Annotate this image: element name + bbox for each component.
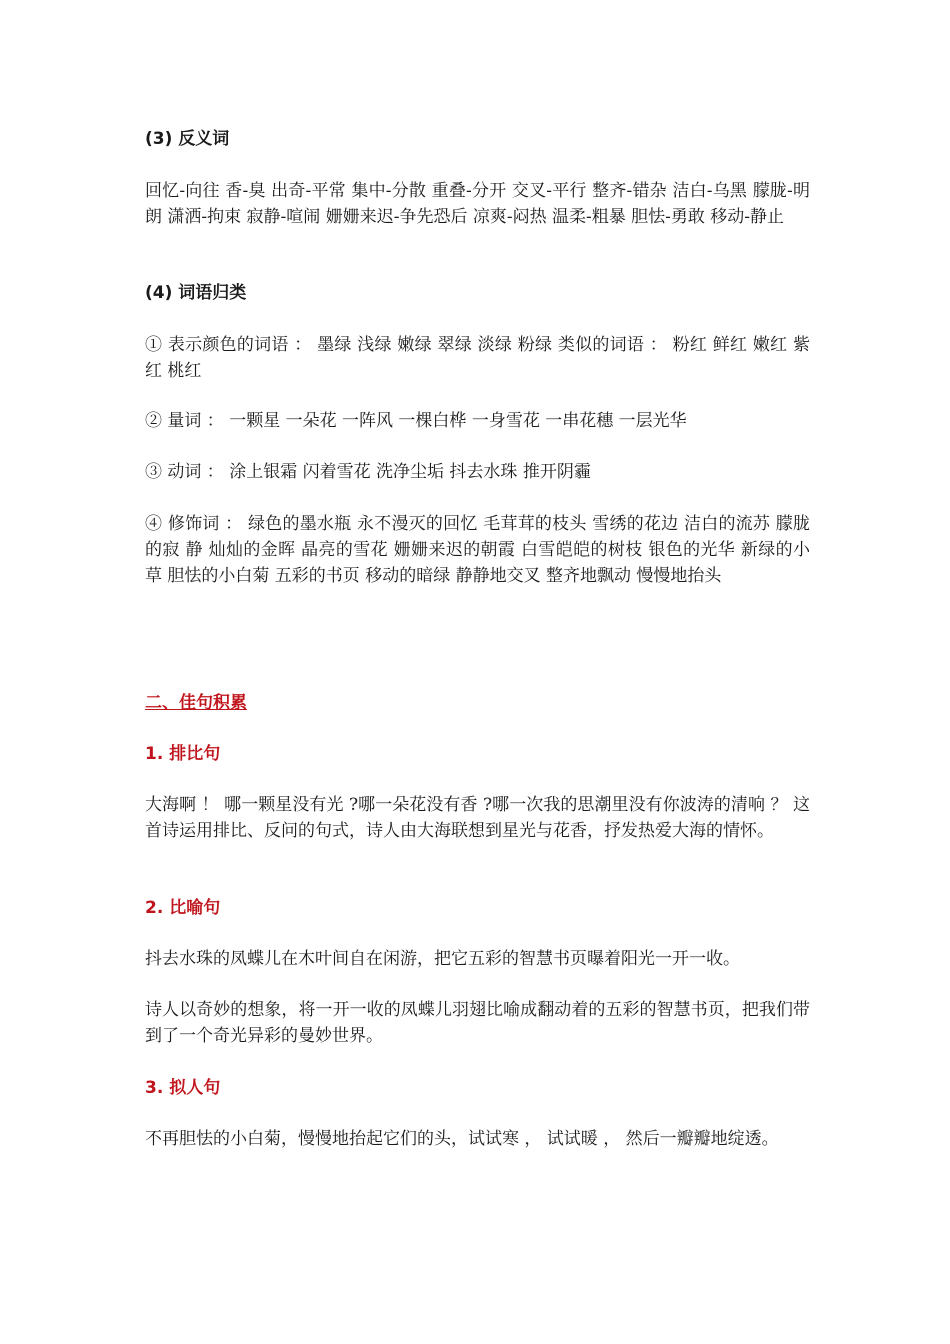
personification-paragraph: 不再胆怯的小白菊，慢慢地抬起它们的头，试试寒 ， 试试暖 ， 然后一瓣瓣地绽透。 [145, 1129, 779, 1149]
verbs-paragraph: ③ 动词 ： 涂上银霜 闪着雪花 洗净尘垢 抖去水珠 推开阴霾 [145, 462, 591, 482]
section-heading-word-classification: (4) 词语归类 [145, 283, 247, 303]
subheading-metaphor: 2. 比喻句 [145, 898, 221, 918]
metaphor-sentence: 抖去水珠的凤蝶儿在木叶间自在闲游，把它五彩的智慧书页曝着阳光一开一收。 [145, 949, 740, 969]
subheading-personification: 3. 拟人句 [145, 1078, 221, 1098]
section-heading-antonyms: (3) 反义词 [145, 129, 230, 149]
modifiers-paragraph: ④ 修饰词 ： 绿色的墨水瓶 永不漫灭的回忆 毛茸茸的枝头 雪绣的花边 洁白的流苏 朦胧的寂 静 灿灿的金晖 晶亮的雪花 姗姗来迟的朝霞 白雪皑皑的树枝 银色的光华 新绿的小草 胆怯的小白菊 五彩的书页 移动的暗绿 静静地交叉 整齐地飘动 慢慢地抬头 [145, 514, 810, 586]
subheading-parallelism: 1. 排比句 [145, 744, 221, 764]
parallelism-paragraph: 大海啊 ！ 哪一颗星没有光 ?哪一朵花没有香 ?哪一次我的思潮里没有你波涛的清响 ？ 这首诗运用排比、反问的句式，诗人由大海联想到星光与花香，抒发热爱大海的情怀。 [145, 795, 810, 841]
part-heading-good-sentences: 二、佳句积累 [145, 693, 247, 713]
antonyms-paragraph: 回忆-向往 香-臭 出奇-平常 集中-分散 重叠-分开 交叉-平行 整齐-错杂 洁白-乌黑 朦胧-明朗 潇洒-拘束 寂静-喧闹 姗姗来迟-争先恐后 凉爽-闷热 温柔-粗暴 胆怯-勇敢 移动-静止 [145, 181, 810, 227]
metaphor-analysis: 诗人以奇妙的想象，将一开一收的凤蝶儿羽翅比喻成翻动着的五彩的智慧书页，把我们带到了一个奇光异彩的曼妙世界。 [145, 1000, 810, 1046]
color-words-paragraph: ① 表示颜色的词语 ： 墨绿 浅绿 嫩绿 翠绿 淡绿 粉绿 类似的词语 ： 粉红 鲜红 嫩红 紫红 桃红 [145, 335, 810, 381]
measure-words-paragraph: ② 量词 ： 一颗星 一朵花 一阵风 一棵白桦 一身雪花 一串花穗 一层光华 [145, 411, 687, 431]
